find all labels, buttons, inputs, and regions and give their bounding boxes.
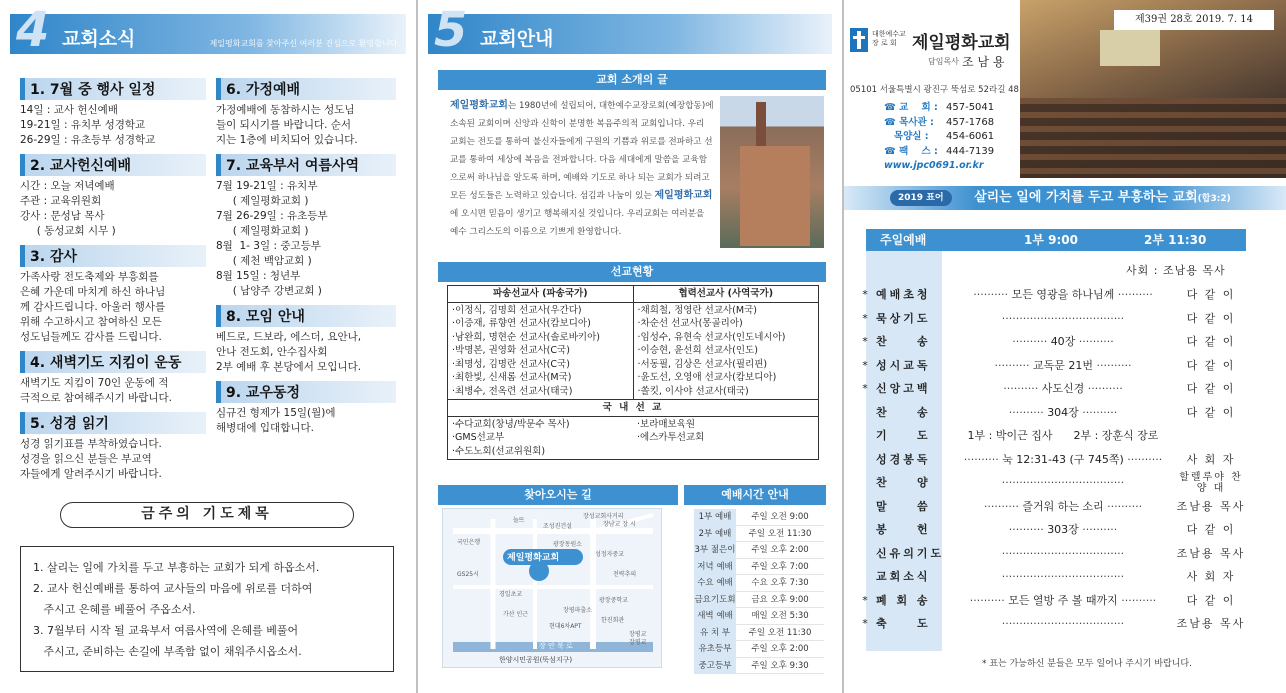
order-person: 조남용 목사 bbox=[1176, 546, 1246, 560]
map-label: 한진회관 bbox=[601, 617, 625, 624]
order-detail-text: 즐거워 하는 소리 bbox=[1022, 499, 1104, 513]
mission-entry: ·수도노회(선교위원회) bbox=[452, 445, 546, 457]
news-line: 가정예배에 동참하시는 성도님 bbox=[216, 104, 355, 116]
worship-time-row bbox=[694, 625, 824, 642]
order-item bbox=[860, 518, 1250, 541]
order-detail-text: 304장 bbox=[1047, 405, 1079, 419]
prayer-item: 주시고, 준비하는 손길에 부족함 없이 채워주시옵소서. bbox=[33, 645, 302, 658]
service-name: 금요기도회 bbox=[694, 592, 736, 609]
order-name: 축 도 bbox=[876, 617, 931, 630]
order-star: * bbox=[862, 335, 868, 348]
map-label: 조성진건설 bbox=[543, 523, 572, 530]
service-name: 중고등부 bbox=[694, 658, 736, 675]
order-item bbox=[860, 542, 1250, 565]
section-number: 5 bbox=[434, 2, 468, 58]
map-label: 광장동원소 bbox=[553, 541, 582, 548]
mission-entry: ·보라매보육원 bbox=[637, 418, 696, 430]
mission-table bbox=[447, 285, 819, 460]
section-subtitle: 제일평화교회를 찾아주신 여러분 진심으로 환영합니다. bbox=[209, 39, 400, 48]
service-name: 유초등부 bbox=[694, 641, 736, 658]
news-line: 7월 26-29일 : 유초등부 bbox=[216, 210, 328, 222]
map-label: 장성교회사거리 bbox=[583, 513, 624, 520]
order-person: 사 회 자 bbox=[1186, 570, 1236, 583]
mission-head-right: 협력선교사 (사역국가) bbox=[633, 286, 819, 303]
order-detail bbox=[958, 424, 1168, 447]
order-person: 다 같 이 bbox=[1186, 335, 1236, 348]
order-item bbox=[860, 589, 1250, 612]
contact-row bbox=[884, 130, 994, 145]
service-time: 수요 오후 7:30 bbox=[736, 575, 824, 592]
church-logo-icon bbox=[850, 28, 868, 52]
motto-year: 2019 표어 bbox=[890, 190, 952, 206]
domestic-list-left bbox=[448, 416, 634, 460]
order-dots: ·········· bbox=[1012, 335, 1051, 348]
map-label: GS25시 bbox=[457, 571, 479, 578]
order-detail bbox=[958, 330, 1168, 353]
prayer-item: 주시고 은혜를 베풀어 주옵소서. bbox=[33, 603, 196, 616]
service-time: 주일 오후 2:00 bbox=[736, 542, 824, 559]
order-detail bbox=[958, 471, 1168, 494]
contact-row bbox=[884, 101, 994, 116]
order-dots: ·········· bbox=[969, 593, 1009, 607]
order-dots: ·········· bbox=[963, 452, 1003, 466]
order-item bbox=[860, 307, 1250, 330]
order-dots: ·········· bbox=[1117, 593, 1157, 607]
order-dots: ·········· bbox=[1075, 335, 1114, 348]
news-line: 8월 1- 3일 : 중고등부 bbox=[216, 240, 321, 252]
news-line: 주관 : 교육위원회 bbox=[20, 195, 102, 207]
section-number: 4 bbox=[16, 2, 50, 58]
mission-entry: ·채희철, 정영란 선교사(M국) bbox=[637, 304, 757, 316]
order-detail bbox=[958, 589, 1168, 612]
order-dots: ··································· bbox=[1001, 476, 1125, 489]
order-detail-text: 모든 영광을 하나님께 bbox=[1011, 288, 1115, 301]
church-photo bbox=[720, 96, 824, 248]
footnote: * 표는 가능하신 분들은 모두 일어나 주시기 바랍니다. bbox=[982, 659, 1192, 669]
prayer-box bbox=[20, 546, 394, 672]
worship-time-row bbox=[694, 575, 824, 592]
news-section-title: 5. 성경 읽기 bbox=[20, 412, 206, 434]
order-name: 찬 송 bbox=[876, 405, 931, 419]
contact-number: 457-1768 bbox=[946, 116, 995, 128]
mission-bar: 선교현황 bbox=[438, 262, 826, 282]
order-dots: ·········· bbox=[1078, 405, 1118, 419]
news-section bbox=[216, 305, 396, 375]
domestic-list-right bbox=[633, 416, 819, 460]
news-right-column bbox=[216, 78, 396, 442]
news-line: 심규건 형제가 15일(월)에 bbox=[216, 407, 336, 419]
map-label: 가산 인근 bbox=[503, 611, 529, 618]
worship-time-row bbox=[694, 592, 824, 609]
news-left-column bbox=[20, 78, 206, 488]
order-detail bbox=[958, 283, 1168, 306]
order-name: 성시교독 bbox=[876, 358, 931, 372]
news-line: 시간 : 오늘 저녁예배 bbox=[20, 180, 115, 192]
order-person: 다 같 이 bbox=[1186, 382, 1236, 395]
order-person: 다 같 이 bbox=[1186, 358, 1236, 372]
news-line: 위해 수고하시고 참여하신 모든 bbox=[20, 316, 162, 328]
order-dots: ·········· bbox=[973, 288, 1012, 301]
order-dots: ·········· bbox=[1093, 358, 1132, 372]
mission-entry: ·이증재, 류향연 선교사(캄보디아) bbox=[452, 318, 591, 329]
service-name: 1부 예배 bbox=[694, 509, 736, 526]
service-time: 주일 오후 2:00 bbox=[736, 641, 824, 658]
order-item bbox=[860, 377, 1250, 400]
order-person: 다 같 이 bbox=[1186, 523, 1236, 536]
location-map bbox=[442, 508, 662, 668]
news-line: ( 제천 백암교회 ) bbox=[216, 255, 312, 267]
news-line: 성도님들께도 감사를 드립니다. bbox=[20, 331, 162, 343]
worship-time-row bbox=[694, 526, 824, 543]
news-header bbox=[0, 0, 416, 58]
intro-bar: 교회 소개의 글 bbox=[438, 70, 826, 90]
order-item bbox=[860, 448, 1250, 471]
news-section-title: 1. 7월 중 행사 일정 bbox=[20, 78, 206, 100]
church-info-panel bbox=[418, 0, 842, 693]
issue-info: 제39권 28호 2019. 7. 14 bbox=[1114, 10, 1274, 30]
service-name: 수요 예배 bbox=[694, 575, 736, 592]
worship-time-row bbox=[694, 608, 824, 625]
order-detail-text: 교독문 21번 bbox=[1033, 358, 1093, 372]
worship-time-row bbox=[694, 542, 824, 559]
worship-time-row bbox=[694, 509, 824, 526]
map-label: 장남교 장 시 bbox=[603, 521, 636, 528]
mission-entry: ·이승현, 윤선희 선교사(인도) bbox=[637, 345, 758, 356]
map-label: 장평교 bbox=[629, 639, 647, 646]
order-item bbox=[860, 330, 1250, 353]
prayer-item: 2. 교사 헌신예배를 통하여 교사들의 마음에 위로를 더하여 bbox=[33, 582, 313, 595]
news-line: ( 남양주 강변교회 ) bbox=[216, 285, 322, 297]
denomination-line-1: 대한예수교 bbox=[872, 30, 906, 38]
news-section bbox=[216, 381, 396, 436]
time-bar: 예배시간 안내 bbox=[684, 485, 826, 505]
worship-time-row bbox=[694, 641, 824, 658]
order-item bbox=[860, 401, 1250, 424]
service-name: 유 치 부 bbox=[694, 625, 736, 642]
news-section bbox=[20, 351, 206, 406]
contact-number: 457-5041 bbox=[946, 102, 995, 113]
order-item bbox=[860, 424, 1250, 447]
order-detail bbox=[958, 542, 1168, 565]
mission-entry: ·최병수, 전옥련 선교사(태국) bbox=[452, 385, 573, 397]
section-title: 교회안내 bbox=[480, 28, 554, 50]
info-header bbox=[418, 0, 842, 58]
order-detail bbox=[958, 495, 1168, 518]
news-line: 성경 읽기표를 부착하였습니다. bbox=[20, 438, 162, 450]
order-detail bbox=[958, 377, 1168, 400]
mission-head-left: 파송선교사 (파송국가) bbox=[448, 286, 634, 303]
order-person: 다 같 이 bbox=[1186, 405, 1236, 419]
order-person: 다 같 이 bbox=[1186, 593, 1236, 607]
presider: 사회 : 조남용 목사 bbox=[1126, 264, 1226, 277]
service-time: 주일 오전 11:30 bbox=[736, 526, 824, 543]
worship-time-row bbox=[694, 559, 824, 576]
contact-list bbox=[884, 101, 994, 159]
order-name: 예배초청 bbox=[876, 288, 931, 301]
news-section bbox=[216, 78, 396, 148]
order-name: 찬 송 bbox=[876, 335, 931, 348]
mission-entry: ·윤도선, 오영애 선교사(캄보디아) bbox=[637, 372, 777, 383]
order-dots: ··································· bbox=[1001, 311, 1125, 325]
order-name: 신앙고백 bbox=[876, 382, 931, 395]
news-section-title: 4. 새벽기도 지킴이 운동 bbox=[20, 351, 206, 373]
order-person: 사 회 자 bbox=[1186, 452, 1236, 466]
news-panel bbox=[0, 0, 416, 693]
mission-list-left bbox=[448, 302, 634, 400]
order-item bbox=[860, 471, 1250, 494]
news-section-title: 7. 교육부서 여름사역 bbox=[216, 154, 396, 176]
service-name: 저녁 예배 bbox=[694, 559, 736, 576]
order-name: 교회소식 bbox=[876, 570, 931, 583]
mission-entry: ·최명성, 김명란 선교사(C국) bbox=[452, 358, 570, 370]
news-line: 극적으로 참여해주시기 바랍니다. bbox=[20, 392, 173, 404]
order-name: 신유의기도 bbox=[876, 546, 945, 560]
order-detail-text: 모든 열방 주 볼 때까지 bbox=[1008, 593, 1118, 607]
order-name: 봉 헌 bbox=[876, 523, 931, 536]
news-line: 자들에게 알려주시기 바랍니다. bbox=[20, 468, 162, 480]
service-time: 주일 오후 9:30 bbox=[736, 658, 824, 675]
order-name: 기 도 bbox=[876, 429, 931, 442]
news-section bbox=[20, 412, 206, 482]
map-label: 광장중학교 bbox=[599, 597, 628, 604]
service-name: 새벽 예배 bbox=[694, 608, 736, 625]
news-section bbox=[20, 154, 206, 239]
order-item bbox=[860, 612, 1250, 635]
news-line: 2부 예배 후 본당에서 모입니다. bbox=[216, 361, 362, 373]
order-item bbox=[860, 283, 1250, 306]
mission-entry: ·수다교회(창녕/박문수 목사) bbox=[452, 418, 570, 430]
worship-time-row bbox=[694, 658, 824, 675]
order-item bbox=[860, 495, 1250, 518]
pastor-label: 담임목사 bbox=[928, 57, 959, 66]
map-label: 장평교 bbox=[629, 631, 647, 638]
order-name: 말 씀 bbox=[876, 499, 931, 513]
order-dots: ··································· bbox=[1001, 546, 1125, 560]
order-dots: ·········· bbox=[1103, 499, 1143, 513]
news-line: 8월 15일 : 청년부 bbox=[216, 270, 301, 282]
church-info-block bbox=[844, 0, 1020, 178]
map-label: 전략추의 bbox=[613, 571, 637, 578]
order-star: * bbox=[862, 311, 868, 325]
order-item bbox=[860, 565, 1250, 588]
news-line: 께 감사드립니다. 아울러 행사를 bbox=[20, 301, 166, 313]
map-label: 성정자중교 bbox=[595, 551, 624, 558]
order-star: * bbox=[862, 288, 868, 301]
map-park-label: 한양시민공원(뚝섬지구) bbox=[499, 656, 573, 664]
news-line: 성경을 읽으신 분들은 부교역 bbox=[20, 453, 152, 465]
service-time: 주일 오후 7:00 bbox=[736, 559, 824, 576]
news-line: 안나 전도회, 안수집사회 bbox=[216, 346, 328, 358]
order-name: 찬 양 bbox=[876, 476, 931, 489]
order-detail bbox=[958, 565, 1168, 588]
order-detail bbox=[958, 612, 1168, 635]
order-person: 할렐루야 찬 양 대 bbox=[1179, 472, 1243, 494]
order-header: 주일예배 1부 9:00 2부 11:30 bbox=[866, 229, 1246, 251]
contact-label: ☎ 목사관 : bbox=[884, 116, 934, 128]
news-line: 새벽기도 지킴이 70인 운동에 적 bbox=[20, 377, 169, 389]
order-person: 조남용 목사 bbox=[1176, 499, 1246, 513]
order-detail-text: 1부 : 박이근 집사 2부 : 장훈식 장로 bbox=[967, 429, 1159, 442]
order-dots: ·········· bbox=[1003, 382, 1042, 395]
motto-ref: (합3:2) bbox=[1197, 194, 1231, 204]
motto-text: 살리는 일에 가치를 두고 부흥하는 교회 bbox=[974, 190, 1198, 205]
news-section-title: 2. 교사헌신예배 bbox=[20, 154, 206, 176]
news-line: 들이 되시기를 바랍니다. 순서 bbox=[216, 119, 352, 131]
mission-entry: ·최한빛, 신새롬 선교사(M국) bbox=[452, 372, 572, 383]
news-line: 26-29일 : 유초등부 성경학교 bbox=[20, 134, 156, 146]
mission-entry: ·임성수, 유현숙 선교사(인도네시아) bbox=[637, 331, 786, 343]
service-time: 주일 오전 9:00 bbox=[736, 509, 824, 526]
order-dots: ·········· bbox=[994, 358, 1033, 372]
news-line: 강사 : 문성남 목사 bbox=[20, 210, 105, 222]
news-section-title: 9. 교우동정 bbox=[216, 381, 396, 403]
order-dots: ·········· bbox=[1008, 523, 1048, 536]
intro-text: 제일평화교회는 1980년에 설립되어, 대한예수교장로회(예장합동)에 소속된 교회이며 신앙과 신학이 분명한 복음주의적 교회입니다. 우리 교회는 전도를 통하여 불신자들에게 구원의 기쁨과 위로를 전파하고 선교를 통하여 세상에 복음을 전파합니다. 다음 세대에게 말씀을 교육함으로써 하나님을 알도록 하며, 예배와 기도로 하나 되는 교회가 되려고 모든 성도들은 노력하고 있습니다. 섬김과 나눔이 있는 제일평화교회에 오시면 믿음이 생기고 행복해지실 것입니다. 우리교회는 여러분을 예수 그리스도의 이름으로 기쁘게 환영합니다. bbox=[450, 100, 714, 237]
order-dots: ·········· bbox=[1078, 523, 1118, 536]
mission-list-right bbox=[633, 302, 819, 400]
order-dots: ··································· bbox=[1001, 570, 1125, 583]
map-label: 현대6차APT bbox=[549, 623, 582, 630]
service-time: 금요 오후 9:00 bbox=[736, 592, 824, 609]
service-name: 3부 젊은이 bbox=[694, 542, 736, 559]
order-detail bbox=[958, 354, 1168, 377]
order-dots: ·········· bbox=[1123, 452, 1163, 466]
order-dots: ·········· bbox=[1008, 405, 1048, 419]
news-section-title: 6. 가정예배 bbox=[216, 78, 396, 100]
prayer-title: 금주의 기도제목 bbox=[60, 502, 354, 528]
order-name: 폐 회 송 bbox=[876, 593, 931, 607]
order-star: * bbox=[862, 593, 868, 607]
contact-row bbox=[884, 145, 994, 160]
news-line: ( 제일평화교회 ) bbox=[216, 195, 309, 207]
service-time: 매일 오전 5:30 bbox=[736, 608, 824, 625]
order-dots: ·········· bbox=[1114, 288, 1153, 301]
service-name: 2부 예배 bbox=[694, 526, 736, 543]
yearly-motto bbox=[844, 186, 1286, 210]
mission-entry: ·서동필, 김상은 선교사(필리핀) bbox=[637, 358, 768, 370]
order-detail bbox=[958, 518, 1168, 541]
contact-label: ☎ 교 회 : bbox=[884, 102, 938, 113]
church-website[interactable]: www.jpc0691.or.kr bbox=[884, 160, 984, 171]
news-section bbox=[20, 245, 206, 345]
order-name: 성경봉독 bbox=[876, 452, 931, 466]
news-line: 가족사랑 전도축제와 부흥회를 bbox=[20, 271, 159, 283]
mission-entry: ·차순선 선교사(몽골리아) bbox=[637, 318, 743, 329]
mission-entry: ·남완희, 명현순 선교사(솔로바키아) bbox=[452, 331, 600, 343]
order-detail bbox=[958, 307, 1168, 330]
order-star: * bbox=[862, 382, 868, 395]
news-section-title: 3. 감사 bbox=[20, 245, 206, 267]
contact-number: 454-6061 bbox=[946, 131, 995, 142]
mission-entry: ·에스카투선교회 bbox=[637, 432, 705, 443]
news-line: 해병대에 입대합니다. bbox=[216, 422, 314, 434]
map-label: 놀뜨 bbox=[513, 517, 525, 524]
map-label: 경일초교 bbox=[499, 591, 523, 598]
contact-label: 목양실 : bbox=[884, 131, 929, 142]
map-label: 장평파출소 bbox=[563, 607, 592, 614]
order-detail bbox=[958, 448, 1168, 471]
prayer-item: 1. 살리는 일에 가치를 두고 부흥하는 교회가 되게 하옵소서. bbox=[33, 561, 320, 574]
order-detail-text: 303장 bbox=[1047, 523, 1079, 536]
order-name: 묵상기도 bbox=[876, 311, 931, 325]
prayer-item: 3. 7월부터 시작 될 교육부서 여름사역에 은혜를 베풀어 bbox=[33, 624, 299, 637]
news-line: 지는 1층에 비치되어 있습니다. bbox=[216, 134, 358, 146]
order-dots: ·········· bbox=[1084, 382, 1123, 395]
order-person: 다 같 이 bbox=[1186, 288, 1236, 301]
news-section-title: 8. 모임 안내 bbox=[216, 305, 396, 327]
map-bar: 찾아오시는 길 bbox=[438, 485, 678, 505]
pastor-name: 조 남 용 bbox=[962, 55, 1005, 69]
order-person: 조남용 목사 bbox=[1176, 617, 1246, 630]
map-label: 국민은행 bbox=[457, 539, 481, 546]
news-line: 19-21일 : 유치부 성경학교 bbox=[20, 119, 146, 131]
order-star: * bbox=[862, 617, 868, 630]
bulletin-cover-panel bbox=[844, 0, 1286, 693]
mission-entry: ·쏠킷, 이사야 선교사(태국) bbox=[637, 385, 749, 397]
news-line: 베드로, 드보라, 에스더, 요안나, bbox=[216, 331, 362, 343]
news-line: ( 동성교회 시무 ) bbox=[20, 225, 116, 237]
mission-entry: ·박명본, 권영화 선교사(C국) bbox=[452, 345, 570, 356]
mission-entry: ·GMS선교부 bbox=[452, 432, 505, 443]
news-section bbox=[20, 78, 206, 148]
news-line: 은혜 가운데 마치게 하신 하나님 bbox=[20, 286, 166, 298]
order-star: * bbox=[862, 358, 868, 372]
intro-church-name: 제일평화교회 bbox=[450, 100, 508, 111]
church-address: 05101 서울특별시 광진구 뚝섬로 52라길 48 bbox=[850, 85, 1019, 95]
order-detail-text: 사도신경 bbox=[1041, 382, 1085, 395]
order-item bbox=[860, 354, 1250, 377]
denomination-line-2: 장 로 회 bbox=[872, 39, 897, 47]
map-road-label: 장 안 북 로 bbox=[539, 642, 573, 650]
news-section bbox=[216, 154, 396, 299]
contact-label: ☎ 팩 스 : bbox=[884, 145, 938, 157]
order-dots: ··································· bbox=[1001, 617, 1125, 630]
order-detail-text: 40장 bbox=[1050, 335, 1076, 348]
contact-row bbox=[884, 116, 994, 131]
news-line: 7월 19-21일 : 유치부 bbox=[216, 180, 318, 192]
intro-church-name-2: 제일평화교회 bbox=[654, 190, 713, 201]
domestic-head: 국 내 선 교 bbox=[448, 400, 819, 417]
news-line: ( 제일평화교회 ) bbox=[216, 225, 309, 237]
news-line: 14일 : 교사 헌신예배 bbox=[20, 104, 118, 116]
order-detail-text: 눅 12:31-43 (구 745쪽) bbox=[1002, 452, 1124, 466]
section-title: 교회소식 bbox=[62, 28, 136, 50]
service-time: 주일 오전 11:30 bbox=[736, 625, 824, 642]
map-church-label: 제일평화교회 bbox=[507, 553, 560, 563]
church-name: 제일평화교회 bbox=[912, 33, 1011, 53]
order-dots: ·········· bbox=[983, 499, 1023, 513]
prayer-list bbox=[33, 557, 381, 662]
order-person: 다 같 이 bbox=[1186, 311, 1236, 325]
order-detail bbox=[958, 401, 1168, 424]
mission-entry: ·이정식, 김명희 선교사(우간다) bbox=[452, 304, 582, 316]
worship-time-list bbox=[694, 509, 824, 674]
contact-number: 444-7139 bbox=[946, 145, 995, 157]
